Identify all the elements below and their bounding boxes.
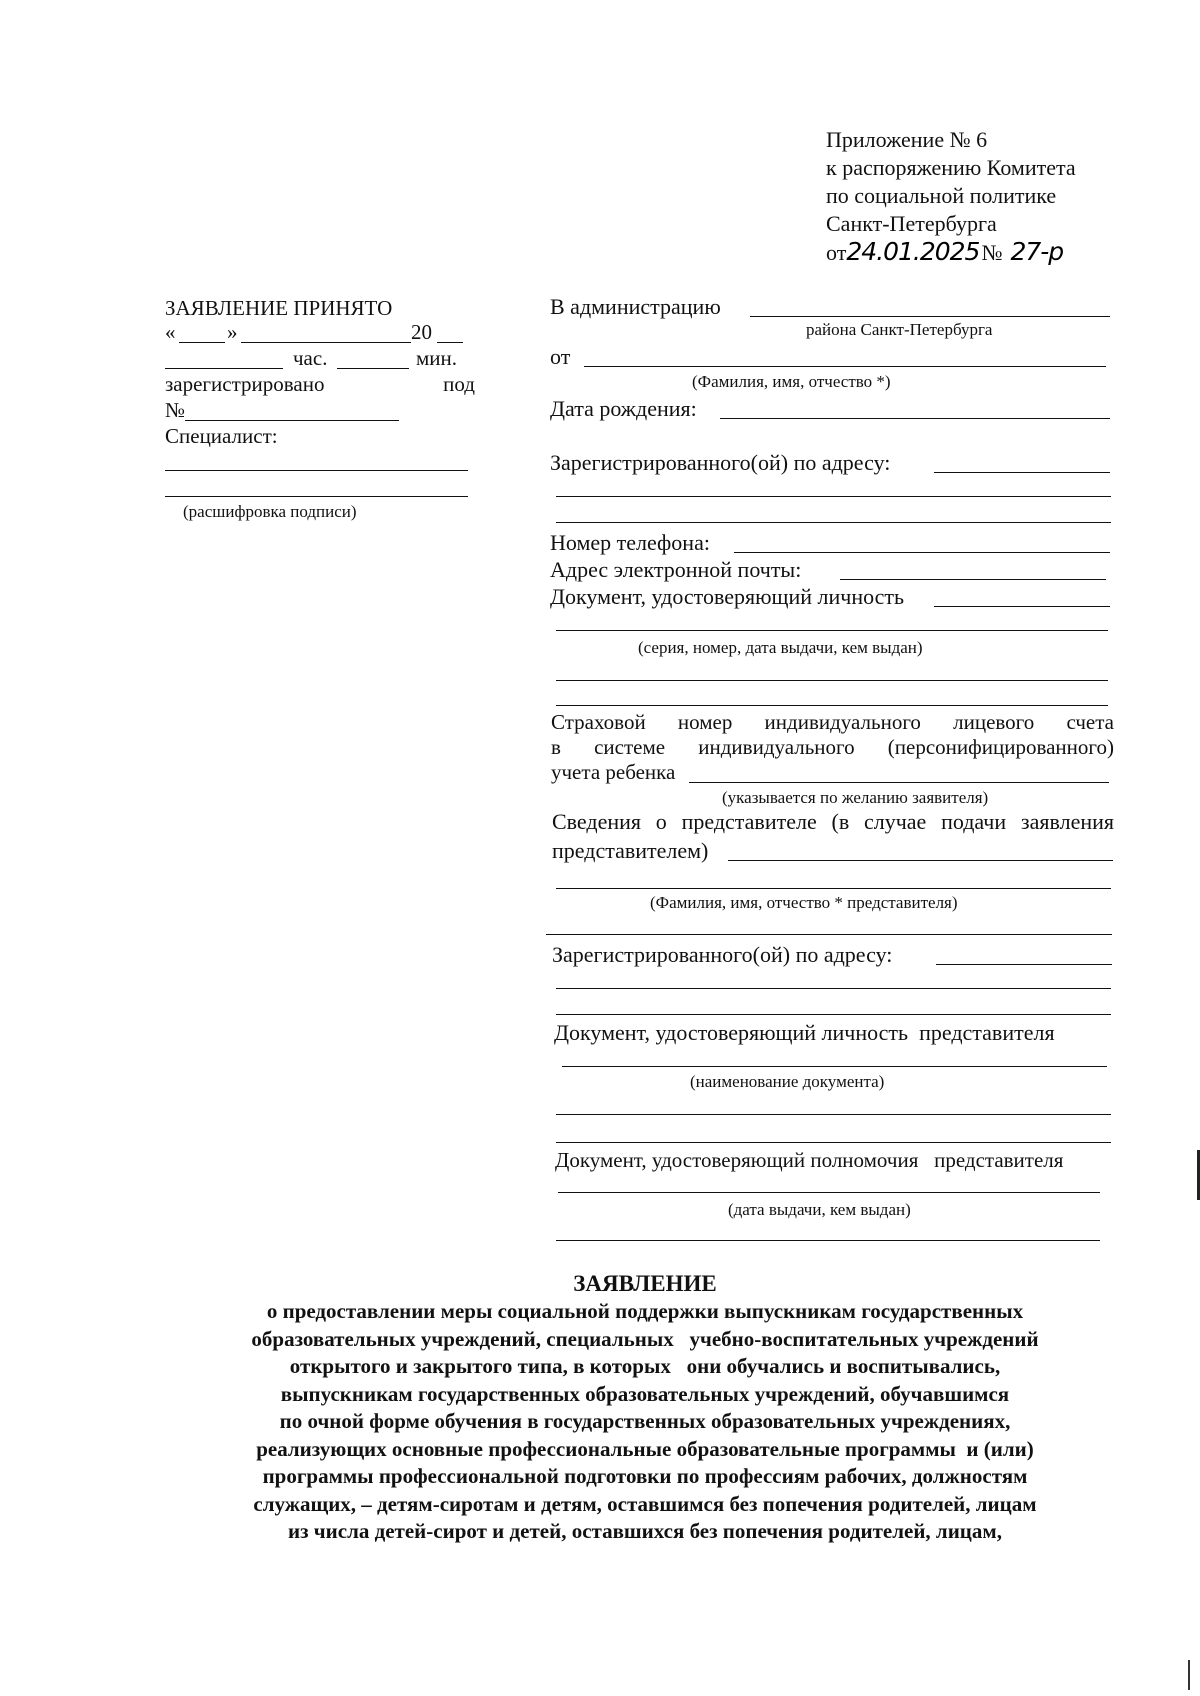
statement-line-7: программы профессиональной подготовки по профессиям рабочих, должностям xyxy=(262,1464,1028,1488)
rep-info-line-2-row xyxy=(552,838,1114,866)
rep-id-document-line-2 xyxy=(556,1114,1111,1115)
id-document-line-2 xyxy=(556,630,1108,631)
specialist-name-line xyxy=(165,496,468,497)
statement-line-9: из числа детей-сирот и детей, оставшихся без попечения родителей, лицам, xyxy=(288,1519,1002,1543)
appendix-date-line xyxy=(826,238,1156,268)
registered-number-row xyxy=(165,398,475,424)
number-prefix: № xyxy=(981,240,1003,265)
statement-line-4: выпускникам государственных образовательных учреждений, обучавшимся xyxy=(280,1381,1010,1406)
accepted-date-row xyxy=(165,320,470,346)
quote-close: » xyxy=(227,320,238,344)
statement-line-5: по очной форме обучения в государственных образовательных учреждениях, xyxy=(279,1409,1011,1433)
appendix-number: Приложение № 6 xyxy=(826,127,988,152)
rep-registered-address-row xyxy=(552,942,1114,970)
registered-address-row xyxy=(550,450,1110,478)
snils-line-3-row xyxy=(551,760,1111,786)
snils-caption: (указывается по желанию заявителя) xyxy=(722,788,989,807)
from-label: от xyxy=(550,344,571,369)
statement-line-1: о предоставлении меры социальной поддержки выпускникам государственных xyxy=(266,1299,1024,1323)
appendix-order-ref: к распоряжению Комитета xyxy=(826,155,1076,180)
statement-line-3: открытого и закрытого типа, в которых они обучались и воспитывались, xyxy=(289,1354,1001,1378)
to-admin-label: В администрацию xyxy=(550,294,721,319)
phone-label: Номер телефона: xyxy=(550,530,710,555)
specialist-label: Специалист: xyxy=(165,424,278,448)
under-label: под xyxy=(443,372,475,396)
rep-fio-line-2 xyxy=(546,934,1112,935)
registered-label: зарегистрировано xyxy=(165,372,325,396)
id-document-line-3 xyxy=(556,680,1108,681)
appendix-city: Санкт-Петербурга xyxy=(826,211,997,236)
rep-address-line-2 xyxy=(556,988,1111,989)
appendix-header xyxy=(826,126,1156,268)
from-row xyxy=(550,344,1106,372)
snils-line-2: в системе индивидуального (персонифицированного) xyxy=(551,735,1114,759)
district-caption: района Санкт-Петербурга xyxy=(806,320,993,339)
fio-caption: (Фамилия, имя, отчество *) xyxy=(692,372,891,391)
snils-line-3: учета ребенка xyxy=(551,760,676,784)
year-prefix: 20 xyxy=(411,320,432,344)
address-line-2 xyxy=(556,496,1111,497)
rep-authority-caption: (дата выдачи, кем выдан) xyxy=(728,1200,911,1219)
rep-id-document-line xyxy=(562,1066,1107,1067)
statement-line-6: реализующих основные профессиональные образовательные программы и (или) xyxy=(256,1436,1034,1461)
id-document-line-4 xyxy=(556,705,1108,706)
signature-caption: (расшифровка подписи) xyxy=(183,502,357,521)
snils-line-1: Страховой номер индивидуального лицевого счета xyxy=(551,710,1114,734)
rep-authority-line xyxy=(558,1192,1100,1193)
id-document-label: Документ, удостоверяющий личность xyxy=(550,584,905,609)
registered-number-sign: № xyxy=(165,398,186,422)
scan-edge-mark-bottom xyxy=(1188,1660,1190,1690)
phone-row xyxy=(550,530,1110,558)
rep-authority-line-2 xyxy=(556,1240,1100,1241)
accepted-time-row xyxy=(165,346,470,372)
statement-block xyxy=(150,1270,1140,1546)
statement-title: ЗАЯВЛЕНИЕ xyxy=(573,1271,717,1296)
handwritten-number: 27-р xyxy=(1010,237,1064,266)
id-caption: (серия, номер, дата выдачи, кем выдан) xyxy=(638,638,923,657)
rep-info-line-1: Сведения о представителе (в случае подачи заявления xyxy=(552,809,1114,834)
hours-label: час. xyxy=(293,346,328,370)
email-label: Адрес электронной почты: xyxy=(550,557,802,582)
registered-row xyxy=(165,372,475,398)
registered-address-label: Зарегистрированного(ой) по адресу: xyxy=(550,450,891,475)
accepted-heading: ЗАЯВЛЕНИЕ ПРИНЯТО xyxy=(165,296,393,320)
statement-line-8: служащих, – детям-сиротам и детям, оставшимся без попечения родителей, лицам xyxy=(253,1491,1037,1516)
birth-date-row xyxy=(550,396,1110,424)
rep-id-document-label: Документ, удостоверяющий личность представителя xyxy=(554,1020,1055,1045)
appendix-committee: по социальной политике xyxy=(826,183,1057,208)
rep-registered-address-label: Зарегистрированного(ой) по адресу: xyxy=(552,942,893,967)
address-line-3 xyxy=(556,522,1111,523)
rep-fio-line xyxy=(556,888,1111,889)
birth-date-label: Дата рождения: xyxy=(550,396,697,421)
specialist-signature-line xyxy=(165,470,468,471)
statement-line-2: образовательных учреждений, специальных учебно-воспитательных учреждений xyxy=(251,1326,1039,1351)
minutes-label: мин. xyxy=(416,346,458,370)
rep-id-document-line-3 xyxy=(556,1142,1111,1143)
email-row xyxy=(550,557,1110,585)
to-admin-row xyxy=(550,294,1110,322)
date-prefix: от xyxy=(826,240,847,265)
id-document-row xyxy=(550,584,1110,612)
rep-info-line-2: представителем) xyxy=(552,838,709,863)
rep-authority-document-label: Документ, удостоверяющий полномочия представителя xyxy=(555,1148,1064,1172)
handwritten-date: 24.01.2025 xyxy=(846,237,980,266)
rep-fio-caption: (Фамилия, имя, отчество * представителя) xyxy=(650,893,958,912)
quote-open: « xyxy=(165,320,176,344)
rep-address-line-3 xyxy=(556,1014,1111,1015)
rep-id-caption: (наименование документа) xyxy=(690,1072,885,1091)
